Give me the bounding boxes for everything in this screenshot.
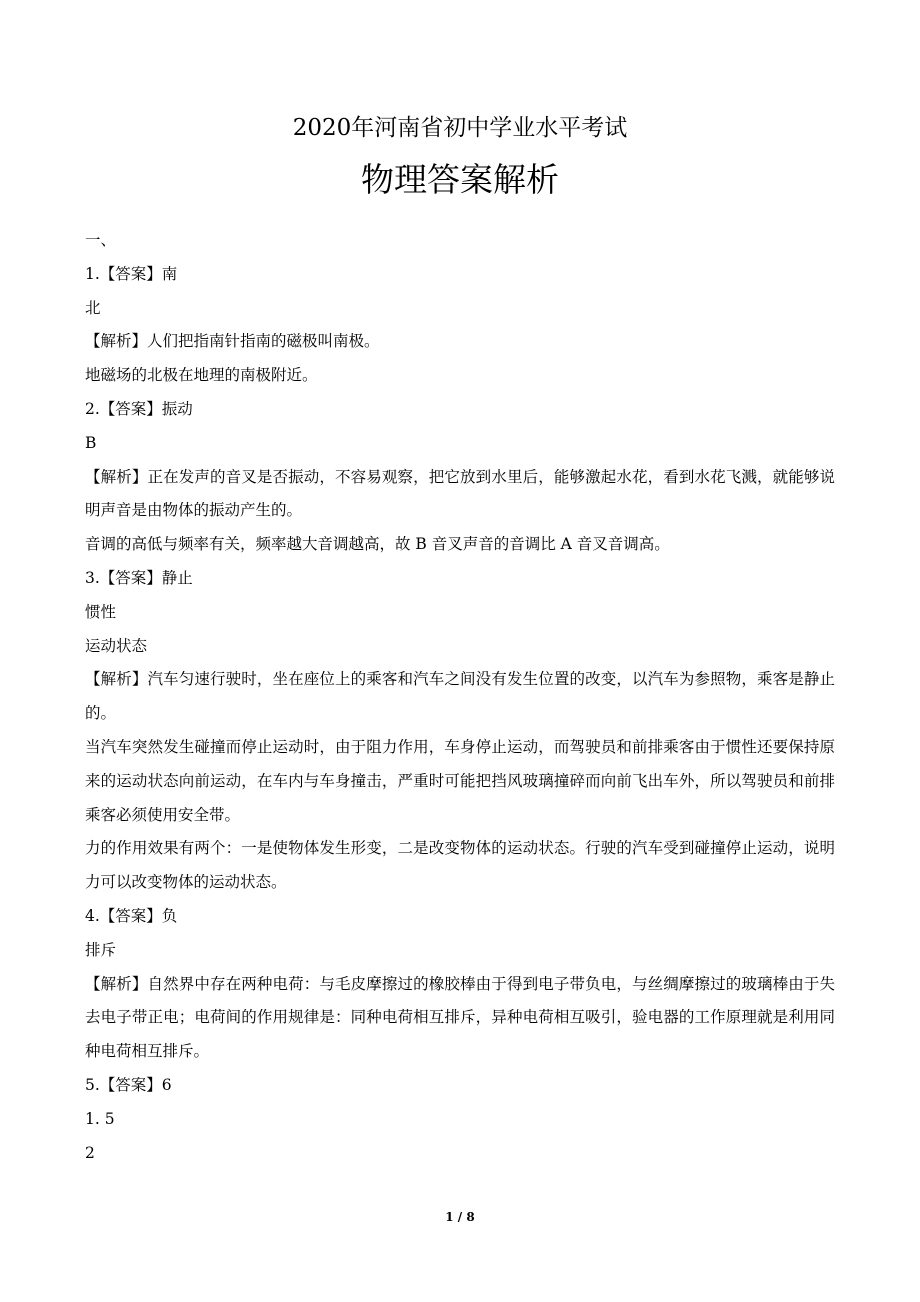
answer-line: 1.【答案】南 [85, 264, 178, 283]
explanation-paragraph: 【解析】自然界中存在两种电荷：与毛皮摩擦过的橡胶棒由于得到电子带负电，与丝绸摩擦过的玻璃棒由于失去电子带正电；电荷间的作用规律是：同种电荷相互排斥，异种电荷相互吸引，验电器的工作原理就是利用同种电荷相互排斥。 [85, 974, 835, 1061]
answer-line: 排斥 [85, 940, 117, 959]
answer-body [85, 224, 835, 1170]
page-number: 1 / 8 [445, 1210, 475, 1224]
answer-line: 5.【答案】6 [85, 1075, 172, 1094]
explanation-paragraph: 力的作用效果有两个：一是使物体发生形变，二是改变物体的运动状态。行驶的汽车受到碰撞停止运动，说明力可以改变物体的运动状态。 [85, 839, 835, 892]
answer-line: 运动状态 [85, 636, 148, 655]
answer-line: 北 [85, 298, 101, 317]
answer-line: 2 [85, 1143, 95, 1162]
section-heading: 一、 [85, 231, 117, 249]
exam-title: 2020年河南省初中学业水平考试 [292, 115, 628, 141]
explanation-paragraph: 当汽车突然发生碰撞而停止运动时，由于阻力作用，车身停止运动，而驾驶员和前排乘客由于惯性还要保持原来的运动状态向前运动，在车内与车身撞击，严重时可能把挡风玻璃撞碎而向前飞出车外，所以驾驶员和前排乘客必须使用安全带。 [85, 737, 835, 824]
explanation-paragraph: 音调的高低与频率有关，频率越大音调越高，故 B 音叉声音的音调比 A 音叉音调高。 [85, 535, 670, 554]
answer-line: 1. 5 [85, 1109, 115, 1128]
answer-line: B [85, 433, 97, 452]
answer-line: 4.【答案】负 [85, 906, 178, 925]
answer-line: 3.【答案】静止 [85, 568, 193, 587]
answer-line: 惯性 [85, 602, 117, 621]
explanation-paragraph: 【解析】汽车匀速行驶时，坐在座位上的乘客和汽车之间没有发生位置的改变，以汽车为参照物，乘客是静止的。 [85, 670, 835, 723]
answer-line: 2.【答案】振动 [85, 399, 193, 418]
document-subtitle: 物理答案解析 [361, 160, 559, 199]
explanation-paragraph: 【解析】正在发声的音叉是否振动，不容易观察，把它放到水里后，能够激起水花，看到水花飞溅，就能够说明声音是由物体的振动产生的。 [85, 467, 835, 520]
explanation-paragraph: 地磁场的北极在地理的南极附近。 [85, 366, 318, 385]
explanation-paragraph: 【解析】人们把指南针指南的磁极叫南极。 [85, 332, 380, 351]
